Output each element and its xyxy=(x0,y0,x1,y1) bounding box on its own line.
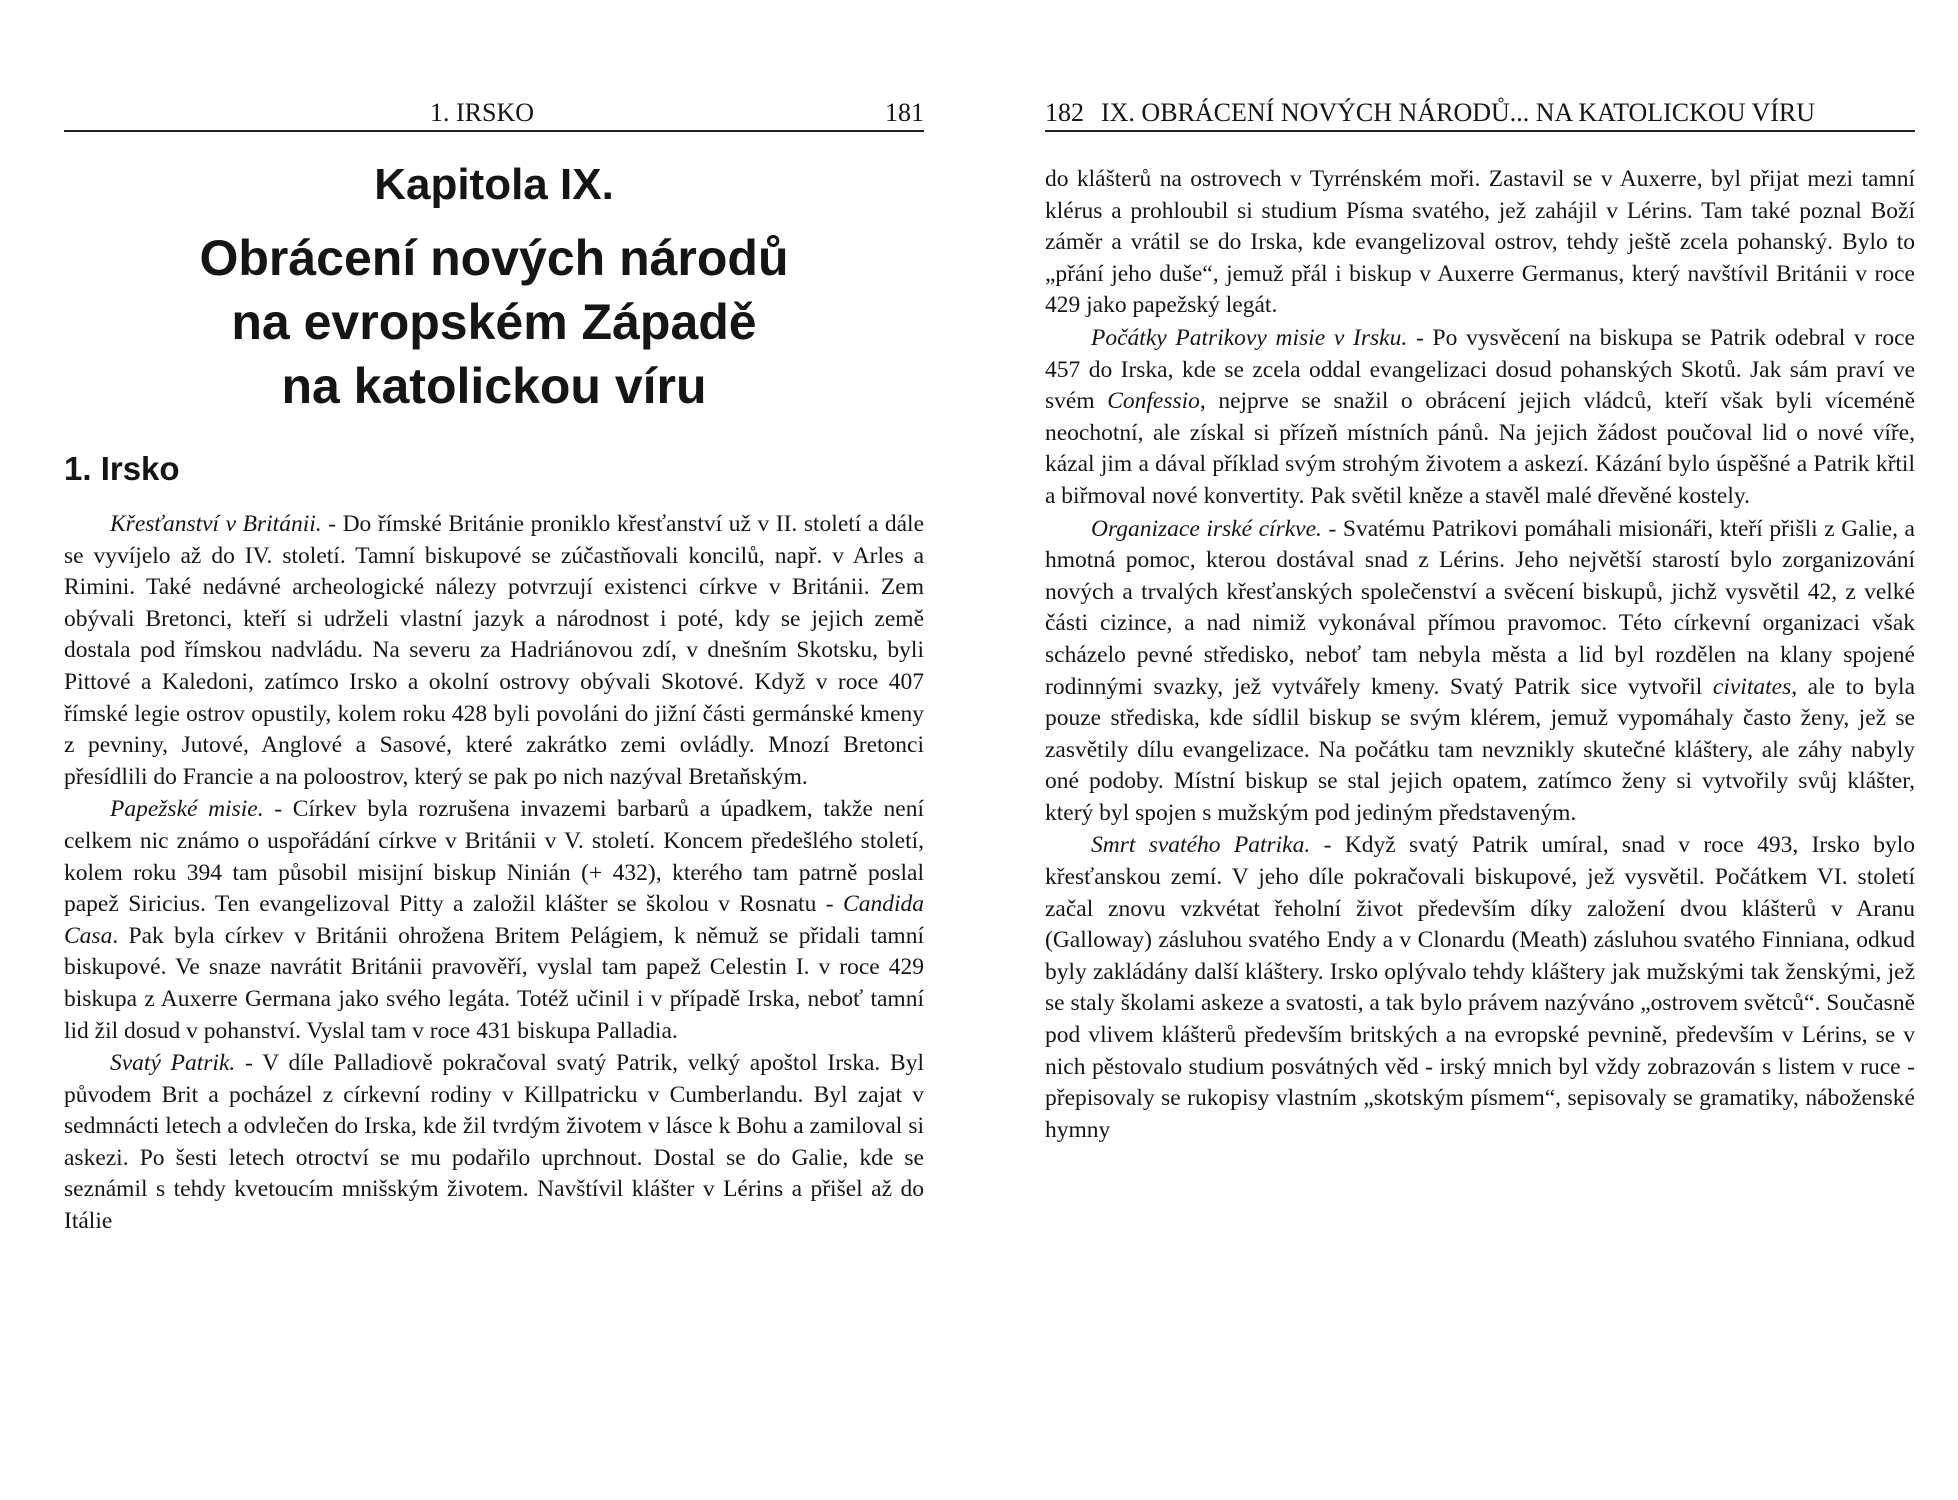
left-page xyxy=(64,0,924,1500)
paragraph xyxy=(1045,830,1915,1146)
running-head-title: IX. OBRÁCENÍ NOVÝCH NÁRODŮ... NA KATOLICKOU VÍRU xyxy=(1101,98,1816,127)
paragraph xyxy=(64,794,924,1047)
chapter-title-line: na katolickou víru xyxy=(281,358,707,414)
right-body-text xyxy=(1045,164,1915,1146)
italic-term: Candida Casa xyxy=(64,891,924,949)
left-body-text xyxy=(64,509,924,1238)
paragraph-heading: Svatý Patrik. xyxy=(110,1050,236,1077)
page-number: 181 xyxy=(885,98,924,127)
paragraph-text: , nejprve se snažil o obrácení jejich vládců, kteří však byli víceméně neochotní, ale získal si přízeň místních pánů. Na jejich žádost poučoval lid o nové víře, kázal jim a dával příklad svým strohým životem a askezí. Kázání bylo úspěšné a Patrik křtil a biřmoval nové konvertity. Pak světil kněze a stavěl malé dřevěné kostely. xyxy=(1045,388,1915,509)
right-page xyxy=(1045,0,1915,1500)
paragraph-text: - Svatému Patrikovi pomáhali misionáři, kteří přišli z Galie, a hmotná pomoc, kterou dostával snad z Lérins. Jeho největší starostí bylo zorganizování nových a trvalých křesťanských společenství a svěcení biskupů, jichž vysvětil 42, z velké části cizince, a nad nimiž vykonával přímou pravomoc. Této církevní organizaci však scházelo pevné středisko, neboť tam nebyla města a lid byl rozdělen na klany spojené rodinnými svazky, jež vytvářely kmeny. Svatý Patrik sice vytvořil xyxy=(1045,515,1915,700)
running-head xyxy=(64,96,924,132)
section-heading: 1. Irsko xyxy=(64,450,180,487)
chapter-title-line: na evropském Západě xyxy=(231,294,757,350)
paragraph-text: , ale to byla pouze střediska, kde sídlil biskup se svým klérem, jemuž vypomáhaly často ženy, jež se zasvětily dílu evangelizace. Na počátku tam nevznikly skutečné kláštery, ale záhy nabyly oné podoby. Místní biskup se stal jejich opatem, zatímco ženy si vytvořily svůj klášter, který byl spojen s mužským pod jediným představeným. xyxy=(1045,673,1915,826)
paragraph-heading: Papežské misie. xyxy=(110,796,264,823)
chapter-title xyxy=(64,226,924,418)
chapter-title-line: Obrácení nových národů xyxy=(199,230,789,286)
paragraph-heading: Křesťanství v Británii. xyxy=(110,511,322,537)
page-number: 182 xyxy=(1045,98,1084,127)
paragraph xyxy=(64,1048,924,1238)
paragraph-heading: Smrt svatého Patrika. xyxy=(1091,832,1311,859)
chapter-label: Kapitola IX. xyxy=(374,160,614,209)
paragraph-text: - V díle Palladiově pokračoval svatý Patrik, velký apoštol Irska. Byl původem Brit a pocházel z církevní rodiny v Killpatricku v Cumberlandu. Byl zajat v sedmnácti letech a odvlečen do Irska, kde žil tvrdým životem v lásce k Bohu a zamiloval si askezi. Po šesti letech otroctví se mu podařilo uprchnout. Dostal se do Galie, kde se seznámil s tehdy kvetoucím mnišským životem. Navštívil klášter v Lérins a přišel až do Itálie xyxy=(64,1050,924,1235)
paragraph-heading: Organizace irské církve. xyxy=(1091,515,1322,542)
running-head-title: 1. IRSKO xyxy=(430,98,535,127)
running-head xyxy=(1045,96,1915,132)
italic-term: civitates xyxy=(1712,673,1792,700)
paragraph xyxy=(1045,323,1915,513)
paragraph-text: - Po vysvěcení na biskupa se Patrik odebral v roce 457 do Irska, kde se zcela oddal evangelizaci dosud pohanských Skotů. Jak sám praví ve svém xyxy=(1045,324,1915,415)
paragraph-text: - Církev byla rozrušena invazemi barbarů a úpadkem, takže není celkem nic známo o uspořádání církve v Británii v V. století. Koncem předešlého století, kolem roku 394 tam působil misijní biskup Ninián (+ 432), kterého tam patrně poslal papež Siricius. Ten evangelizoval Pitty a založil klášter se školou v Rosnatu - xyxy=(64,796,925,918)
paragraph-text: - Do římské Británie proniklo křesťanství už v II. století a dále se vyvíjelo až do IV. století. Tamní biskupové se zúčastňovali koncilů, např. v Arles a Rimini. Také nedávné archeologické nálezy potvrzují existenci církve v Británii. Zem obývali Bretonci, kteří si udrželi vlastní jazyk a národnost i poté, kdy se jejich země dostala pod římskou nadvládu. Na severu za Hadriánovou zdí, v dnešním Skotsku, byli Pittové a Kaledoni, zatímco Irsko a okolní ostrovy obývali Skotové. Když v roce 407 římské legie ostrov opustily, kolem roku 428 byli povoláni do jižní části germánské kmeny z pevniny, Jutové, Anglové a Sasové, které zakrátko zemi ovládly. Mnozí Bretonci přesídlili do Francie a na poloostrov, který se pak po nich nazýval Bretaňským. xyxy=(64,511,924,790)
paragraph xyxy=(64,509,924,793)
paragraph-continuation: do klášterů na ostrovech v Tyrrénském moři. Zastavil se v Auxerre, byl přijat mezi tamní klérus a prohloubil si studium Písma svatého, jež zahájil v Lérins. Tam také poznal Boží záměr a vrátil se do Irska, kde evangelizoval ostrov, tehdy ještě zcela pohanský. Bylo to „přání jeho duše“, jemuž přál i biskup v Auxerre Germanus, který navštívil Británii v roce 429 jako papežský legát. xyxy=(1045,166,1915,319)
italic-term: Confessio xyxy=(1107,388,1200,415)
paragraph xyxy=(1045,514,1915,830)
paragraph-heading: Počátky Patrikovy misie v Irsku. xyxy=(1091,324,1408,351)
paragraph-text: . Pak byla církev v Británii ohrožena Britem Pelágiem, k němuž se přidali tamní biskupové. Ve snaze navrátit Británii pravověří, vyslal tam papež Celestin I. v roce 429 biskupa z Auxerre Germana jako svého legáta. Totéž učinil i v případě Irska, neboť tamní lid žil dosud v pohanství. Vyslal tam v roce 431 biskupa Palladia. xyxy=(64,922,924,1044)
paragraph-text: - Když svatý Patrik umíral, snad v roce 493, Irsko bylo křesťanskou zemí. V jeho díle pokračovali biskupové, jež vysvětil. Počátkem VI. století začal znovu vzkvétat řeholní život především díky založení dvou klášterů v Aranu (Galloway) zásluhou svatého Endy a v Clonardu (Meath) zásluhou svatého Finniana, odkud byly zakládány další kláštery. Irsko oplývalo tehdy kláštery jak mužskými tak ženskými, jež se staly školami askeze a svatosti, a tak bylo právem nazýváno „ostrovem světců“. Současně pod vlivem klášterů především britských a na evropské pevnině, především v Lérins, se v nich pěstovalo studium posvátných věd - irský mnich byl vždy zobrazován s listem v ruce - přepisovaly se rukopisy vlastním „skotským písmem“, sepisovaly se gramatiky, náboženské hymny xyxy=(1045,832,1916,1143)
